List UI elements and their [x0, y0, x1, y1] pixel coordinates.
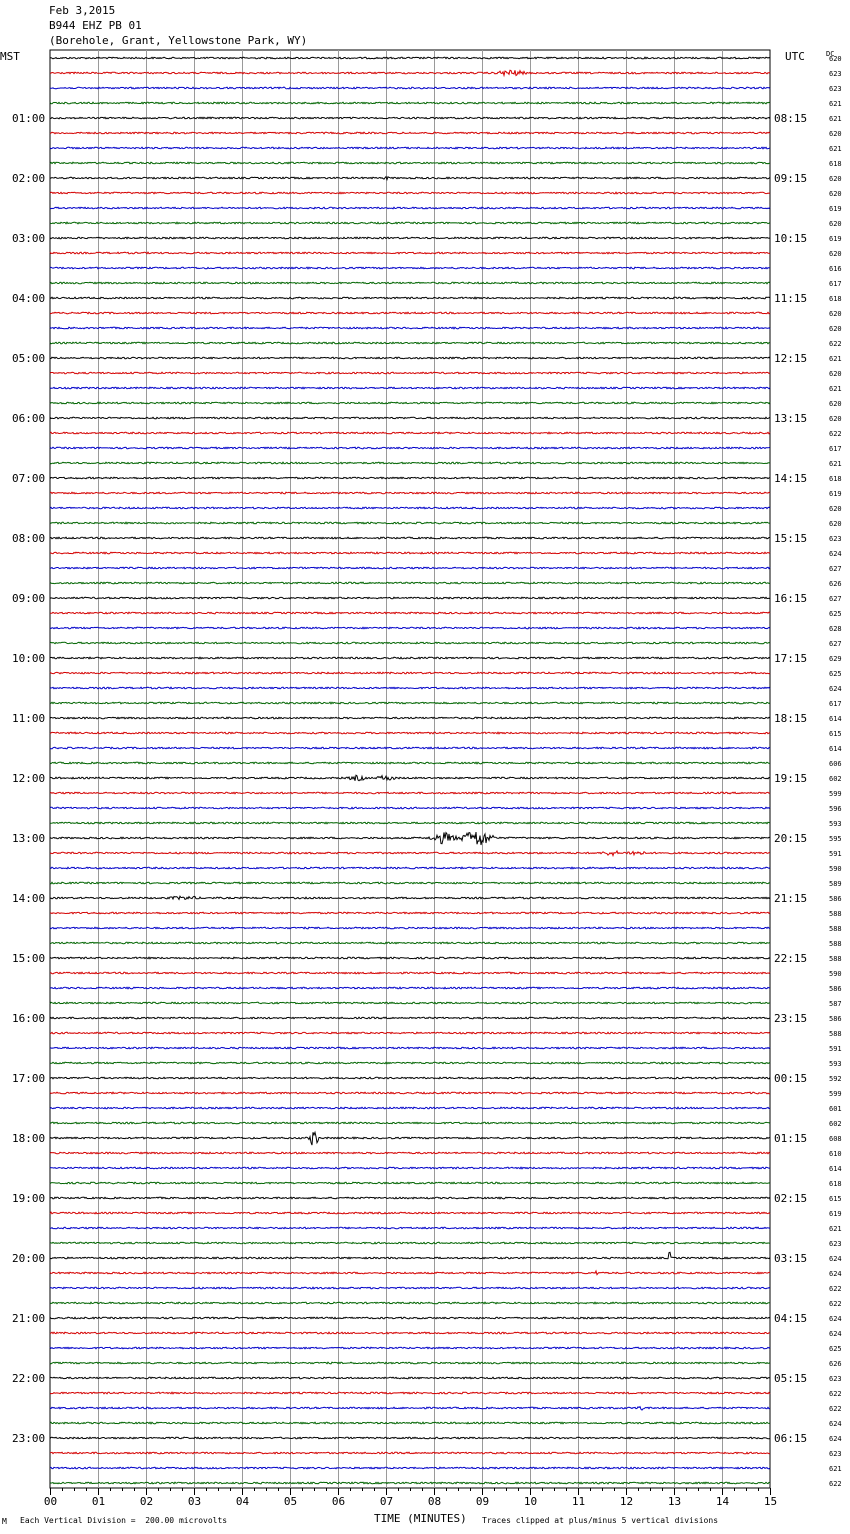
- right-hour-label: 12:15: [774, 352, 808, 365]
- trace-line: [50, 1287, 770, 1289]
- trace-line: [50, 747, 770, 749]
- station-label: B944 EHZ PB 01: [49, 19, 142, 32]
- dc-offset-label: 620: [829, 55, 842, 63]
- dc-offset-label: 586: [829, 1015, 842, 1023]
- dc-offset-label: 586: [829, 985, 842, 993]
- trace-line: [50, 1212, 770, 1214]
- trace-line: [50, 252, 770, 254]
- trace-line: [50, 387, 770, 389]
- right-hour-label: 14:15: [774, 472, 808, 485]
- trace-line: [50, 627, 770, 629]
- dc-offset-label: 617: [829, 445, 842, 453]
- trace-line: [50, 70, 770, 75]
- dc-offset-label: 591: [829, 1045, 842, 1053]
- dc-offset-label: 619: [829, 205, 842, 213]
- dc-offset-label: 621: [829, 460, 842, 468]
- trace-line: [50, 222, 770, 224]
- left-hour-label: 05:00: [12, 352, 46, 365]
- dc-offset-label: 624: [829, 685, 842, 693]
- trace-line: [50, 672, 770, 674]
- trace-line: [50, 882, 770, 884]
- dc-offset-label: 623: [829, 1450, 842, 1458]
- trace-line: [50, 957, 770, 959]
- dc-offset-label: 618: [829, 160, 842, 168]
- x-tick-label: 04: [235, 1495, 250, 1508]
- left-hour-label: 20:00: [12, 1252, 46, 1265]
- left-hour-label: 21:00: [12, 1312, 46, 1325]
- right-hour-label: 04:15: [774, 1312, 808, 1325]
- left-hour-label: 09:00: [12, 592, 46, 605]
- x-tick-label: 12: [619, 1495, 634, 1508]
- dc-offset-label: 629: [829, 655, 842, 663]
- trace-line: [50, 642, 770, 644]
- dc-offset-label: 625: [829, 670, 842, 678]
- dc-offset-label: 620: [829, 130, 842, 138]
- dc-offset-label: 595: [829, 835, 842, 843]
- dc-offset-label: 586: [829, 895, 842, 903]
- dc-label: DC: [826, 50, 835, 58]
- dc-offset-label: 620: [829, 325, 842, 333]
- right-hour-label: 19:15: [774, 772, 808, 785]
- trace-line: [50, 207, 770, 209]
- x-axis-title: TIME (MINUTES): [374, 1512, 467, 1525]
- trace-line: [50, 867, 770, 869]
- x-tick-label: 07: [379, 1495, 394, 1508]
- trace-line: [50, 851, 770, 856]
- trace-line: [50, 1467, 770, 1469]
- dc-offset-label: 623: [829, 535, 842, 543]
- left-hour-label: 08:00: [12, 532, 46, 545]
- x-tick-label: 00: [43, 1495, 58, 1508]
- dc-offset-label: 624: [829, 1255, 842, 1263]
- trace-line: [50, 117, 770, 119]
- trace-line: [50, 1182, 770, 1184]
- dc-offset-label: 627: [829, 565, 842, 573]
- trace-line: [50, 807, 770, 809]
- x-tick-label: 13: [667, 1495, 682, 1508]
- trace-line: [50, 1332, 770, 1334]
- left-hour-label: 18:00: [12, 1132, 46, 1145]
- right-hour-label: 13:15: [774, 412, 808, 425]
- dc-offset-label: 616: [829, 265, 842, 273]
- dc-offset-label: 617: [829, 280, 842, 288]
- trace-line: [50, 912, 770, 914]
- trace-line: [50, 1107, 770, 1109]
- dc-offset-label: 620: [829, 250, 842, 258]
- dc-offset-label: 588: [829, 955, 842, 963]
- dc-offset-label: 623: [829, 1375, 842, 1383]
- trace-line: [50, 132, 770, 134]
- trace-line: [50, 147, 770, 149]
- dc-offset-label: 614: [829, 1165, 842, 1173]
- trace-line: [50, 372, 770, 374]
- trace-line: [50, 1047, 770, 1049]
- right-hour-label: 08:15: [774, 112, 808, 125]
- dc-offset-label: 614: [829, 715, 842, 723]
- trace-line: [50, 1377, 770, 1379]
- trace-line: [50, 402, 770, 404]
- left-hour-label: 07:00: [12, 472, 46, 485]
- left-hour-label: 02:00: [12, 172, 46, 185]
- left-hour-label: 14:00: [12, 892, 46, 905]
- trace-line: [50, 1017, 770, 1019]
- dc-offset-label: 624: [829, 1435, 842, 1443]
- trace-line: [50, 732, 770, 734]
- right-hour-label: 00:15: [774, 1072, 808, 1085]
- dc-offset-label: 620: [829, 220, 842, 228]
- trace-line: [50, 267, 770, 269]
- x-tick-label: 01: [91, 1495, 106, 1508]
- left-timezone-label: MST: [0, 50, 20, 63]
- dc-offset-label: 592: [829, 1075, 842, 1083]
- trace-line: [50, 282, 770, 284]
- trace-line: [50, 57, 770, 59]
- trace-line: [50, 177, 770, 180]
- dc-offset-label: 608: [829, 1135, 842, 1143]
- dc-offset-label: 615: [829, 1195, 842, 1203]
- trace-line: [50, 1362, 770, 1364]
- trace-line: [50, 832, 770, 845]
- dc-offset-label: 626: [829, 580, 842, 588]
- trace-line: [50, 1197, 770, 1199]
- x-tick-label: 03: [187, 1495, 202, 1508]
- dc-offset-label: 602: [829, 1120, 842, 1128]
- right-hour-label: 16:15: [774, 592, 808, 605]
- dc-offset-label: 620: [829, 190, 842, 198]
- dc-offset-label: 588: [829, 910, 842, 918]
- right-hour-label: 02:15: [774, 1192, 808, 1205]
- right-hour-label: 22:15: [774, 952, 808, 965]
- dc-offset-label: 620: [829, 310, 842, 318]
- right-hour-label: 01:15: [774, 1132, 808, 1145]
- dc-offset-label: 621: [829, 1225, 842, 1233]
- trace-line: [50, 762, 770, 764]
- dc-offset-label: 624: [829, 1315, 842, 1323]
- dc-offset-label: 628: [829, 625, 842, 633]
- location-label: (Borehole, Grant, Yellowstone Park, WY): [49, 34, 308, 47]
- dc-offset-label: 627: [829, 640, 842, 648]
- dc-offset-label: 614: [829, 745, 842, 753]
- trace-line: [50, 657, 770, 659]
- dc-offset-label: 627: [829, 595, 842, 603]
- trace-line: [50, 417, 770, 419]
- x-tick-label: 11: [571, 1495, 586, 1508]
- dc-offset-label: 588: [829, 1030, 842, 1038]
- trace-line: [50, 327, 770, 329]
- dc-offset-label: 623: [829, 1240, 842, 1248]
- left-hour-label: 22:00: [12, 1372, 46, 1385]
- dc-offset-label: 618: [829, 475, 842, 483]
- dc-offset-label: 601: [829, 1105, 842, 1113]
- dc-offset-label: 626: [829, 1360, 842, 1368]
- scale-mark: M: [2, 1517, 7, 1526]
- dc-offset-label: 618: [829, 1180, 842, 1188]
- trace-line: [50, 567, 770, 569]
- trace-line: [50, 492, 770, 494]
- dc-offset-label: 624: [829, 550, 842, 558]
- trace-line: [50, 582, 770, 584]
- trace-line: [50, 297, 770, 299]
- dc-offset-label: 621: [829, 355, 842, 363]
- x-tick-label: 14: [715, 1495, 730, 1508]
- dc-offset-label: 593: [829, 1060, 842, 1068]
- trace-line: [50, 775, 770, 781]
- dc-offset-label: 615: [829, 730, 842, 738]
- dc-offset-label: 622: [829, 1390, 842, 1398]
- trace-line: [50, 717, 770, 719]
- right-timezone-label: UTC: [785, 50, 805, 63]
- dc-offset-label: 617: [829, 700, 842, 708]
- x-tick-label: 10: [523, 1495, 538, 1508]
- dc-offset-label: 596: [829, 805, 842, 813]
- right-hour-label: 21:15: [774, 892, 808, 905]
- x-tick-label: 02: [139, 1495, 154, 1508]
- dc-offset-label: 620: [829, 400, 842, 408]
- trace-line: [50, 1317, 770, 1319]
- trace-line: [50, 942, 770, 944]
- trace-line: [50, 1062, 770, 1064]
- dc-offset-label: 590: [829, 970, 842, 978]
- trace-line: [50, 237, 770, 239]
- right-hour-label: 18:15: [774, 712, 808, 725]
- trace-line: [50, 477, 770, 479]
- trace-line: [50, 972, 770, 974]
- dc-offset-label: 622: [829, 1480, 842, 1488]
- left-hour-label: 23:00: [12, 1432, 46, 1445]
- left-hour-label: 03:00: [12, 232, 46, 245]
- trace-line: [50, 927, 770, 929]
- trace-line: [50, 432, 770, 434]
- trace-line: [50, 792, 770, 794]
- dc-offset-label: 619: [829, 1210, 842, 1218]
- dc-offset-label: 599: [829, 1090, 842, 1098]
- dc-offset-label: 620: [829, 505, 842, 513]
- trace-line: [50, 1002, 770, 1004]
- trace-line: [50, 1482, 770, 1484]
- trace-line: [50, 1407, 770, 1411]
- right-hour-label: 03:15: [774, 1252, 808, 1265]
- left-hour-label: 12:00: [12, 772, 46, 785]
- left-hour-label: 04:00: [12, 292, 46, 305]
- trace-line: [50, 537, 770, 539]
- dc-offset-label: 625: [829, 610, 842, 618]
- trace-line: [50, 162, 770, 164]
- dc-offset-label: 623: [829, 70, 842, 78]
- dc-offset-label: 602: [829, 775, 842, 783]
- dc-offset-label: 621: [829, 100, 842, 108]
- trace-line: [50, 357, 770, 359]
- trace-line: [50, 1271, 770, 1275]
- dc-offset-label: 624: [829, 1270, 842, 1278]
- dc-offset-label: 623: [829, 85, 842, 93]
- right-hour-label: 11:15: [774, 292, 808, 305]
- dc-offset-label: 606: [829, 760, 842, 768]
- right-hour-label: 06:15: [774, 1432, 808, 1445]
- trace-line: [50, 1077, 770, 1079]
- trace-line: [50, 896, 770, 899]
- trace-line: [50, 1242, 770, 1244]
- right-hour-label: 17:15: [774, 652, 808, 665]
- trace-line: [50, 447, 770, 449]
- clip-note: Traces clipped at plus/minus 5 vertical divisions: [482, 1516, 719, 1525]
- right-hour-label: 05:15: [774, 1372, 808, 1385]
- trace-line: [50, 87, 770, 89]
- right-hour-label: 10:15: [774, 232, 808, 245]
- left-hour-label: 13:00: [12, 832, 46, 845]
- trace-line: [50, 687, 770, 689]
- left-hour-label: 16:00: [12, 1012, 46, 1025]
- dc-offset-label: 621: [829, 115, 842, 123]
- trace-line: [50, 1167, 770, 1169]
- trace-line: [50, 702, 770, 704]
- x-tick-label: 05: [283, 1495, 298, 1508]
- dc-offset-label: 618: [829, 295, 842, 303]
- trace-line: [50, 987, 770, 989]
- left-hour-label: 17:00: [12, 1072, 46, 1085]
- trace-line: [50, 312, 770, 314]
- dc-offset-label: 624: [829, 1330, 842, 1338]
- trace-line: [50, 1227, 770, 1229]
- left-hour-label: 10:00: [12, 652, 46, 665]
- right-hour-label: 09:15: [774, 172, 808, 185]
- dc-offset-label: 620: [829, 370, 842, 378]
- dc-offset-label: 591: [829, 850, 842, 858]
- trace-line: [50, 552, 770, 554]
- trace-line: [50, 1092, 770, 1094]
- right-hour-label: 23:15: [774, 1012, 808, 1025]
- trace-line: [50, 1422, 770, 1424]
- trace-line: [50, 1392, 770, 1394]
- left-hour-label: 15:00: [12, 952, 46, 965]
- trace-line: [50, 102, 770, 104]
- dc-offset-label: 622: [829, 340, 842, 348]
- x-tick-label: 15: [763, 1495, 778, 1508]
- dc-offset-label: 620: [829, 415, 842, 423]
- dc-offset-label: 587: [829, 1000, 842, 1008]
- dc-offset-label: 610: [829, 1150, 842, 1158]
- dc-offset-label: 619: [829, 235, 842, 243]
- scale-note: Each Vertical Division = 200.00 microvolts: [20, 1516, 228, 1525]
- dc-offset-label: 590: [829, 865, 842, 873]
- trace-line: [50, 1132, 770, 1145]
- trace-line: [50, 597, 770, 599]
- dc-offset-label: 621: [829, 145, 842, 153]
- dc-offset-label: 620: [829, 520, 842, 528]
- trace-line: [50, 1452, 770, 1454]
- trace-line: [50, 1252, 770, 1259]
- x-tick-label: 06: [331, 1495, 346, 1508]
- dc-offset-label: 620: [829, 175, 842, 183]
- left-hour-label: 01:00: [12, 112, 46, 125]
- trace-line: [50, 1302, 770, 1304]
- trace-line: [50, 192, 770, 194]
- right-hour-label: 15:15: [774, 532, 808, 545]
- dc-offset-label: 625: [829, 1345, 842, 1353]
- trace-line: [50, 1437, 770, 1439]
- trace-line: [50, 1032, 770, 1034]
- dc-offset-label: 622: [829, 430, 842, 438]
- trace-line: [50, 612, 770, 614]
- trace-line: [50, 342, 770, 344]
- dc-offset-label: 622: [829, 1285, 842, 1293]
- trace-line: [50, 462, 770, 464]
- trace-line: [50, 1152, 770, 1154]
- dc-offset-label: 588: [829, 940, 842, 948]
- date-label: Feb 3,2015: [49, 4, 116, 17]
- left-hour-label: 11:00: [12, 712, 46, 725]
- trace-line: [50, 1347, 770, 1349]
- dc-offset-label: 599: [829, 790, 842, 798]
- x-tick-label: 08: [427, 1495, 442, 1508]
- dc-offset-label: 589: [829, 880, 842, 888]
- dc-offset-label: 624: [829, 1420, 842, 1428]
- left-hour-label: 19:00: [12, 1192, 46, 1205]
- x-tick-label: 09: [475, 1495, 490, 1508]
- trace-line: [50, 822, 770, 824]
- left-hour-label: 06:00: [12, 412, 46, 425]
- dc-offset-label: 593: [829, 820, 842, 828]
- right-hour-label: 20:15: [774, 832, 808, 845]
- dc-offset-label: 588: [829, 925, 842, 933]
- dc-offset-label: 621: [829, 385, 842, 393]
- dc-offset-label: 621: [829, 1465, 842, 1473]
- trace-line: [50, 1122, 770, 1124]
- trace-line: [50, 522, 770, 524]
- trace-line: [50, 507, 770, 509]
- dc-offset-label: 622: [829, 1405, 842, 1413]
- dc-offset-label: 619: [829, 490, 842, 498]
- dc-offset-label: 622: [829, 1300, 842, 1308]
